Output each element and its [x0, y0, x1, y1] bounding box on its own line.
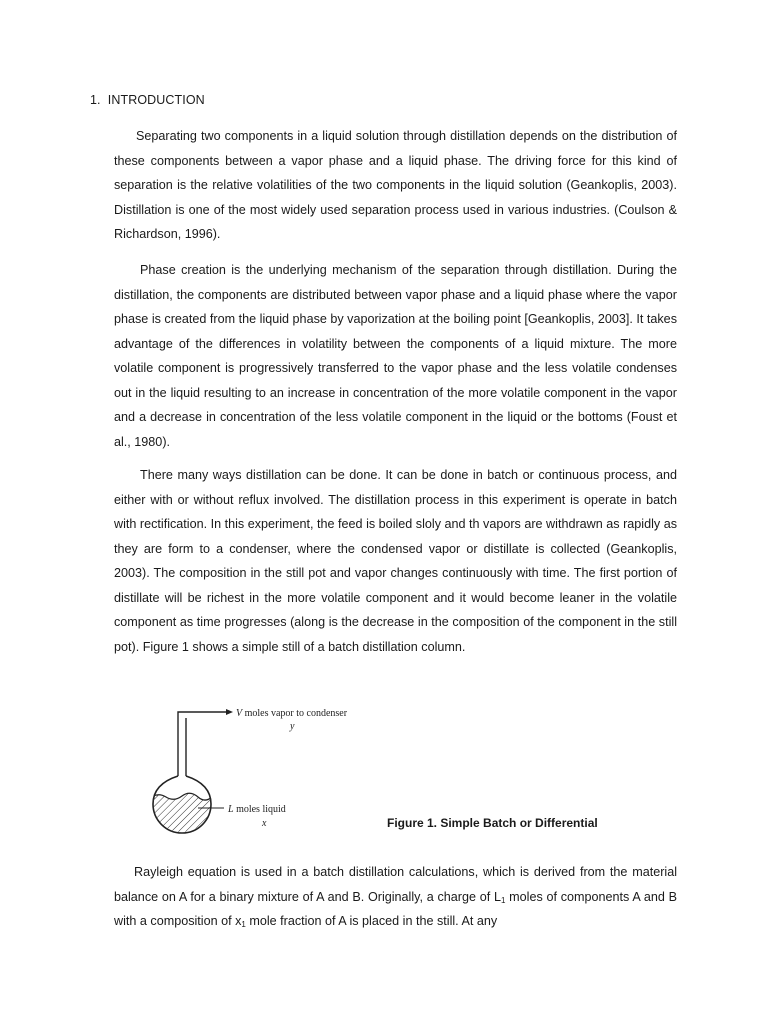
- paragraph-4-text-1: Rayleigh equation is used in a batch distillation calculations, which is derived from the material balance on A for a binary mixture of A and B. Originally, a charge of L: [114, 865, 677, 904]
- figure-caption: Figure 1. Simple Batch or Differential: [387, 816, 598, 830]
- subscript-x1: 1: [241, 920, 246, 929]
- section-heading: 1. INTRODUCTION: [90, 93, 205, 107]
- vapor-composition-label: y: [290, 721, 295, 732]
- batch-still-figure: [140, 700, 380, 840]
- vapor-label: moles vapor to condenser: [242, 708, 348, 719]
- liquid-label: moles liquid: [233, 804, 286, 815]
- svg-text:V moles vapor to condenser: [236, 708, 348, 719]
- svg-text:L moles liquid: [227, 804, 286, 815]
- vapor-outlet-pipe: [178, 712, 226, 776]
- arrow-icon: [226, 709, 233, 715]
- paragraph-4-text-2: moles of components A and B with a composition of x: [114, 889, 677, 928]
- subscript-l1: 1: [500, 895, 506, 905]
- paragraph-4: [114, 860, 677, 934]
- paragraph-1: Separating two components in a liquid solution through distillation depends on the distribution of these components between a vapor phase and a liquid phase. The driving force for this kind of separation is the relative volatilities of the two components in the liquid solution (Geankoplis, 2003). Distillation is one of the most widely used separation process used in various industries. (Coulson & Richardson, 1996).: [114, 129, 677, 241]
- liquid-composition-label: x: [262, 818, 267, 829]
- paragraph-3: There many ways distillation can be done. It can be done in batch or continuous process, and either with or without reflux involved. The distillation process in this experiment is operate in batch with rectification. In this experiment, the feed is boiled sloly and th vapors are withdrawn as rapidly as they are form to a condenser, where the condensed vapor or distillate is collected (Geankoplis, 2003). The composition in the still pot and vapor changes continuously with time. The first portion of distillate will be richest in the more volatile component and it would become leaner in the volatile component as time progresses (along is the decrease in the composition of the component in the still pot). Figure 1 shows a simple still of a batch distillation column.: [114, 468, 677, 654]
- paragraph-4-text-3: mole fraction of A is placed in the still. At any: [245, 914, 498, 928]
- liquid-var-label: L: [228, 804, 234, 815]
- vapor-var-label: V: [236, 708, 243, 719]
- paragraph-2: Phase creation is the underlying mechanism of the separation through distillation. During the distillation, the components are distributed between vapor phase and a liquid phase where the vapor phase is created from the liquid phase by vaporization at the boiling point [Geankoplis, 2003]. It takes advantage of the differences in volatility between the components of a liquid mixture. The more volatile component is progressively transferred to the vapor phase and the less volatile condenses out in the liquid resulting to an increase in concentration of the more volatile component in the vapor and a decrease in concentration of the less volatile component in the liquid or the bottoms (Foust et al., 1980).: [114, 263, 677, 449]
